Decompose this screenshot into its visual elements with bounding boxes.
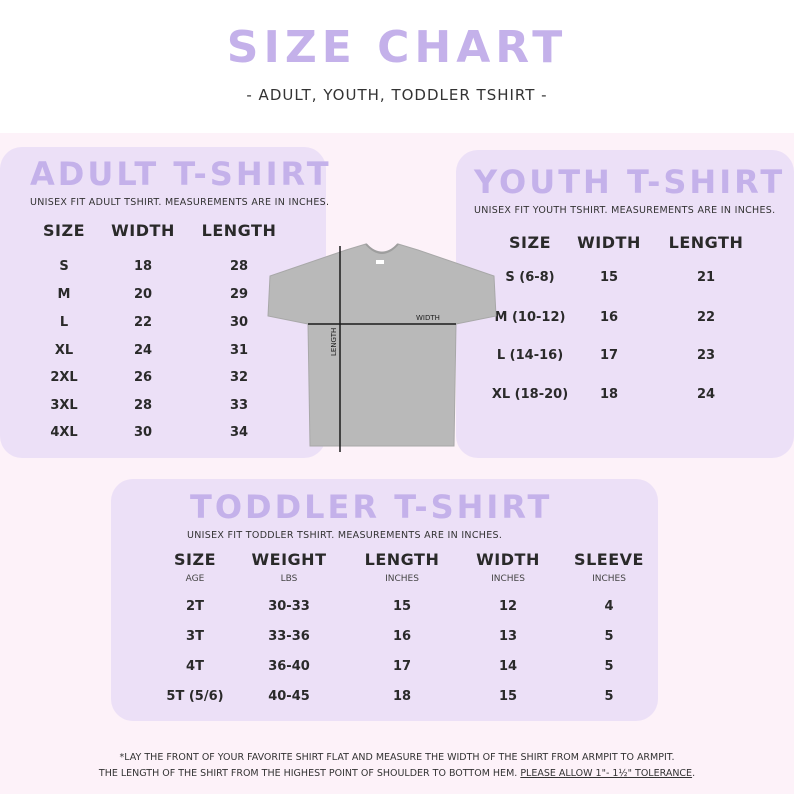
adult-table-cell: 26 (133, 370, 153, 385)
youth-table-cell: L (14-16) (496, 348, 564, 363)
toddler-header-length: LENGTH (364, 550, 440, 569)
page-subtitle: - ADULT, YOUTH, TODDLER TSHIRT - (246, 86, 548, 104)
page-title: SIZE CHART (226, 22, 568, 73)
youth-table-cell: 18 (599, 387, 619, 402)
youth-header-length: LENGTH (668, 233, 744, 252)
youth-subtitle: UNISEX FIT YOUTH TSHIRT. MEASUREMENTS ARE IN INCHES. (474, 205, 776, 216)
toddler-unit-3: INCHES (491, 574, 525, 584)
adult-table-cell: 18 (133, 259, 153, 274)
toddler-table-cell: 40-45 (268, 689, 310, 704)
youth-table-cell: 23 (696, 348, 716, 363)
length-label: LENGTH (330, 327, 338, 356)
toddler-table-cell: 18 (392, 689, 412, 704)
youth-title: YOUTH T-SHIRT (474, 163, 786, 201)
adult-table-cell: 3XL (50, 398, 78, 413)
tag-label (376, 260, 384, 264)
toddler-title: TODDLER T-SHIRT (190, 488, 553, 526)
tshirt-shape (268, 244, 496, 446)
footnote-line-2 (0, 768, 794, 779)
toddler-table-cell: 3T (186, 629, 204, 644)
adult-table-cell: 29 (229, 287, 249, 302)
adult-title: ADULT T-SHIRT (30, 155, 332, 193)
adult-table-cell: 20 (133, 287, 153, 302)
toddler-table-cell: 4 (604, 599, 614, 614)
youth-table-cell: 17 (599, 348, 619, 363)
adult-header-length: LENGTH (201, 221, 277, 240)
adult-subtitle: UNISEX FIT ADULT TSHIRT. MEASUREMENTS ARE IN INCHES. (30, 197, 330, 208)
footnote-period: . (692, 768, 696, 779)
toddler-table-cell: 16 (392, 629, 412, 644)
toddler-unit-4: INCHES (592, 574, 626, 584)
toddler-table-cell: 4T (186, 659, 204, 674)
footnote-line-1: *LAY THE FRONT OF YOUR FAVORITE SHIRT FLAT AND MEASURE THE WIDTH OF THE SHIRT FROM ARMPIT TO ARMPIT. (119, 752, 675, 763)
footnote-text: THE LENGTH OF THE SHIRT FROM THE HIGHEST POINT OF SHOULDER TO BOTTOM HEM. (98, 768, 521, 779)
youth-table-cell: 24 (696, 387, 716, 402)
toddler-table-cell: 5 (604, 689, 614, 704)
adult-table-cell: 4XL (50, 425, 78, 440)
toddler-table-cell: 5T (5/6) (166, 689, 224, 704)
youth-table-cell: XL (18-20) (491, 387, 569, 402)
toddler-table-cell: 12 (498, 599, 518, 614)
toddler-table-cell: 15 (498, 689, 518, 704)
toddler-table-cell: 17 (392, 659, 412, 674)
toddler-table-cell: 5 (604, 629, 614, 644)
toddler-table-cell: 13 (498, 629, 518, 644)
toddler-header-size: SIZE (173, 550, 216, 569)
youth-table-cell: 21 (696, 270, 716, 285)
adult-table-cell: M (57, 287, 71, 302)
adult-table-cell: 33 (229, 398, 249, 413)
tshirt-diagram (258, 238, 508, 453)
adult-header-size: SIZE (42, 221, 85, 240)
adult-table-cell: L (59, 315, 69, 330)
adult-table-cell: 31 (229, 343, 249, 358)
toddler-unit-0: AGE (185, 574, 205, 584)
youth-table-cell: M (10-12) (494, 310, 566, 325)
toddler-table-cell: 2T (186, 599, 204, 614)
youth-table-cell: 15 (599, 270, 619, 285)
adult-table-cell: 30 (133, 425, 153, 440)
adult-table-cell: S (59, 259, 69, 274)
toddler-table-cell: 15 (392, 599, 412, 614)
width-label: WIDTH (416, 314, 440, 322)
adult-table-cell: 32 (229, 370, 249, 385)
adult-header-width: WIDTH (111, 221, 175, 240)
tshirt-icon (258, 238, 508, 453)
toddler-subtitle: UNISEX FIT TODDLER TSHIRT. MEASUREMENTS ARE IN INCHES. (187, 530, 503, 541)
toddler-unit-2: INCHES (385, 574, 419, 584)
tolerance-note: PLEASE ALLOW 1"- 1½" TOLERANCE (520, 768, 693, 779)
toddler-table-cell: 33-36 (268, 629, 310, 644)
adult-table-cell: 28 (133, 398, 153, 413)
toddler-header-weight: WEIGHT (251, 550, 327, 569)
adult-table-cell: 2XL (50, 370, 78, 385)
youth-table-cell: S (6-8) (505, 270, 555, 285)
toddler-header-sleeve: SLEEVE (574, 550, 644, 569)
adult-table-cell: 28 (229, 259, 249, 274)
toddler-header-width: WIDTH (476, 550, 540, 569)
adult-table-cell: 22 (133, 315, 153, 330)
adult-table-cell: XL (54, 343, 74, 358)
toddler-table-cell: 30-33 (268, 599, 310, 614)
toddler-unit-1: LBS (280, 574, 298, 584)
toddler-table-cell: 14 (498, 659, 518, 674)
toddler-table-cell: 36-40 (268, 659, 310, 674)
adult-table-cell: 34 (229, 425, 249, 440)
youth-table-cell: 22 (696, 310, 716, 325)
toddler-table-cell: 5 (604, 659, 614, 674)
youth-header-size: SIZE (508, 233, 551, 252)
youth-header-width: WIDTH (577, 233, 641, 252)
adult-table-cell: 24 (133, 343, 153, 358)
adult-table-cell: 30 (229, 315, 249, 330)
youth-table-cell: 16 (599, 310, 619, 325)
